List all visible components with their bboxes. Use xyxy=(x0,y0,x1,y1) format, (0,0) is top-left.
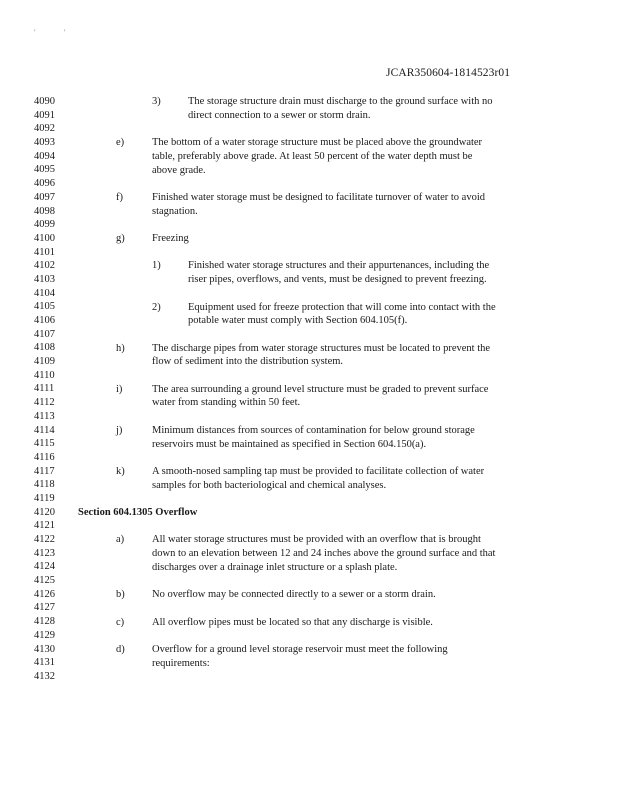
item-label: b) xyxy=(116,589,125,601)
item-i-line-2: water from standing within 50 feet. xyxy=(152,397,301,409)
line-number: 4114 xyxy=(34,424,55,436)
line-number: 4121 xyxy=(34,520,55,532)
line-number: 4098 xyxy=(34,205,55,217)
item-g-line-1: Freezing xyxy=(152,233,189,244)
line-number: 4130 xyxy=(34,643,55,655)
line-number: 4105 xyxy=(34,301,55,313)
line-number: 4103 xyxy=(34,273,55,285)
line-number: 4099 xyxy=(34,219,55,231)
line-number: 4126 xyxy=(34,588,55,600)
line-number: 4119 xyxy=(34,492,55,504)
item-3-line-1: The storage structure drain must discharge to the ground surface with no xyxy=(188,96,493,107)
item-label: f) xyxy=(116,191,123,203)
item-b-line-1: No overflow may be connected directly to a sewer or a storm drain. xyxy=(152,589,436,601)
line-number: 4097 xyxy=(34,191,55,203)
line-number: 4120 xyxy=(34,506,55,518)
line-number: 4102 xyxy=(34,260,55,272)
line-number: 4123 xyxy=(34,547,55,559)
item-f-line-1: Finished water storage must be designed to facilitate turnover of water to avoid xyxy=(152,191,485,203)
line-number: 4090 xyxy=(34,96,55,107)
line-number: 4118 xyxy=(34,479,55,491)
item-label: i) xyxy=(116,383,123,395)
line-number: 4108 xyxy=(34,342,55,354)
item-label: a) xyxy=(116,534,125,546)
item-c-line-1: All overflow pipes must be located so that any discharge is visible. xyxy=(152,616,433,628)
item-label: j) xyxy=(116,424,123,436)
item-a-line-3: discharges over a drainage inlet structure or a splash plate. xyxy=(152,561,398,573)
item-j-line-1: Minimum distances from sources of contamination for below ground storage xyxy=(152,424,475,436)
item-g1-line-1: Finished water storage structures and their appurtenances, including the xyxy=(188,260,490,272)
line-number: 4111 xyxy=(34,383,55,395)
item-f-line-2: stagnation. xyxy=(152,205,198,217)
line-number: 4122 xyxy=(34,534,55,545)
item-e-line-2: table, preferably above grade. At least 50 percent of the water depth must be xyxy=(152,150,473,162)
item-g2-line-1: Equipment used for freeze protection that will come into contact with the xyxy=(188,301,496,313)
item-label: g) xyxy=(116,233,125,244)
item-h-line-2: flow of sediment into the distribution system. xyxy=(152,356,344,368)
item-label: h) xyxy=(116,342,125,354)
line-number: 4128 xyxy=(34,616,55,628)
item-a-line-1: All water storage structures must be provided with an overflow that is brought xyxy=(152,534,481,546)
line-number: 4113 xyxy=(34,410,55,422)
item-label: 2) xyxy=(152,301,161,313)
item-g2-line-2: potable water must comply with Section 604.105(f). xyxy=(188,315,408,327)
line-number: 4127 xyxy=(34,602,55,614)
line-number: 4093 xyxy=(34,137,55,149)
item-label: k) xyxy=(116,465,125,477)
line-number: 4131 xyxy=(34,657,55,669)
item-e-line-3: above grade. xyxy=(152,164,206,176)
item-k-line-1: A smooth-nosed sampling tap must be provided to facilitate collection of water xyxy=(152,465,485,477)
line-number-column xyxy=(34,95,64,684)
stray-mark: ' xyxy=(64,28,66,37)
line-number: 4092 xyxy=(34,123,55,135)
item-label: 3) xyxy=(152,96,161,107)
line-number: 4100 xyxy=(34,232,55,244)
line-number: 4104 xyxy=(34,287,55,299)
line-number: 4116 xyxy=(34,451,55,463)
item-i-line-1: The area surrounding a ground level structure must be graded to prevent surface xyxy=(152,383,489,395)
line-number: 4095 xyxy=(34,164,55,176)
line-number: 4124 xyxy=(34,561,55,573)
item-h-line-1: The discharge pipes from water storage structures must be located to prevent the xyxy=(152,342,491,354)
line-number: 4110 xyxy=(34,369,55,381)
line-number: 4091 xyxy=(34,109,55,121)
line-number: 4129 xyxy=(34,629,55,641)
item-3-line-2: direct connection to a sewer or storm drain. xyxy=(188,109,371,121)
item-d-line-1: Overflow for a ground level storage reservoir must meet the following xyxy=(152,644,448,655)
item-g1-line-2: riser pipes, overflows, and vents, must be designed to prevent freezing. xyxy=(188,274,487,286)
section-heading: Section 604.1305 Overflow xyxy=(78,507,198,518)
line-number: 4117 xyxy=(34,465,55,477)
item-label: e) xyxy=(116,137,125,149)
line-number: 4101 xyxy=(34,246,55,258)
item-d-line-2: requirements: xyxy=(152,657,210,669)
line-number: 4107 xyxy=(34,328,55,340)
item-label: c) xyxy=(116,616,125,628)
item-k-line-2: samples for both bacteriological and chemical analyses. xyxy=(152,479,387,491)
item-j-line-2: reservoirs must be maintained as specified in Section 604.150(a). xyxy=(152,438,427,450)
line-number: 4096 xyxy=(34,178,55,190)
item-a-line-2: down to an elevation between 12 and 24 inches above the ground surface and that xyxy=(152,548,496,560)
item-e-line-1: The bottom of a water storage structure must be placed above the groundwater xyxy=(152,137,483,149)
line-number: 4106 xyxy=(34,315,55,326)
document-id: JCAR350604-1814523r01 xyxy=(386,67,511,79)
line-number: 4115 xyxy=(34,438,55,450)
line-number: 4094 xyxy=(34,150,55,162)
item-label: 1) xyxy=(152,260,161,272)
item-label: d) xyxy=(116,644,125,655)
line-number: 4112 xyxy=(34,397,55,409)
line-number: 4132 xyxy=(34,670,55,682)
line-number: 4109 xyxy=(34,356,55,368)
stray-mark: ' xyxy=(34,28,36,37)
line-number: 4125 xyxy=(34,575,55,587)
